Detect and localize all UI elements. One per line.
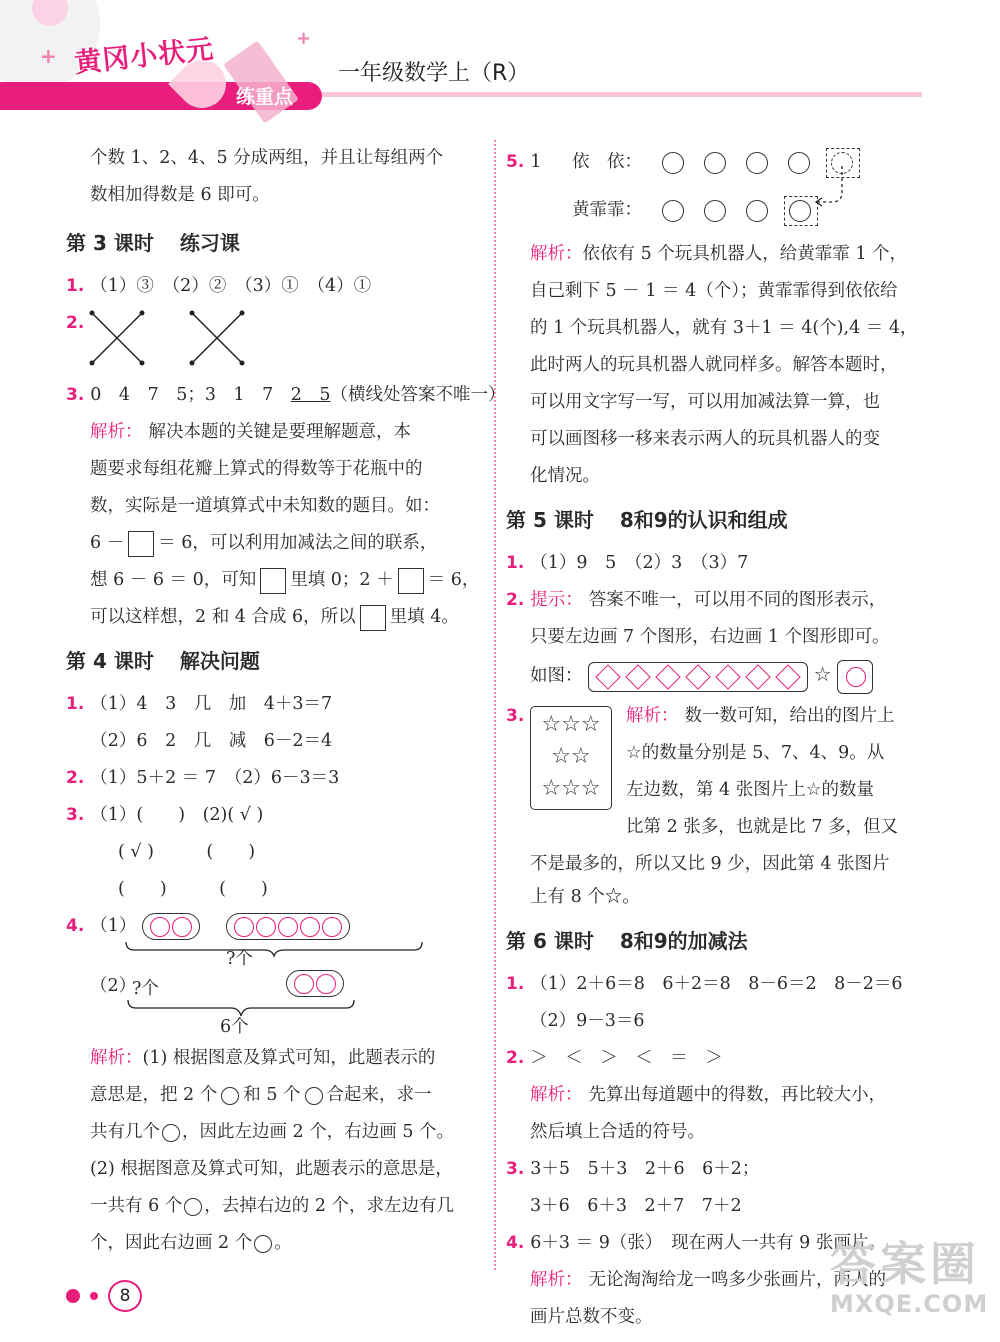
answer-line — [66, 871, 484, 908]
analysis-line — [506, 1077, 926, 1114]
part-label: （2） — [90, 976, 137, 996]
star-icon: ☆ — [813, 662, 832, 686]
analysis-line — [66, 1188, 484, 1225]
circle-icon — [662, 200, 684, 222]
analysis-line: 可以画图移一移来表示两人的玩具机器人的变 — [530, 429, 880, 449]
analysis-line: 题要求每组花瓣上算式的得数等于花瓶中的 — [90, 459, 423, 479]
section-heading — [506, 495, 926, 545]
analysis-text: 。 — [274, 1233, 292, 1253]
brace-label: ?个 — [226, 949, 253, 969]
analysis-text: 合起来，求一 — [326, 1085, 432, 1105]
question-number: 1. — [66, 276, 85, 296]
diamond-icon — [745, 664, 770, 689]
lesson-topic: 解决问题 — [179, 649, 260, 673]
answer-line — [66, 686, 484, 723]
circle-group — [286, 970, 344, 997]
analysis-text: 数一数可知，给出的图片上 — [684, 706, 895, 726]
circle-icon — [150, 917, 170, 937]
diamond-icon — [595, 664, 620, 689]
answer-text: （1）2＋6＝8 6＋2＝8 8－6＝2 8－2＝6 — [530, 974, 903, 994]
circle-icon — [172, 917, 192, 937]
blank-box — [128, 531, 154, 557]
watermark-url: MXQE.COM — [830, 1290, 989, 1318]
brace-icon — [124, 940, 424, 958]
analysis-text: 6 － — [90, 533, 125, 553]
part-label: （1） — [90, 916, 137, 936]
analysis-line: 化情况。 — [530, 466, 600, 486]
analysis-text: 可以这样想，2 和 4 合成 6，所以 — [90, 607, 356, 627]
circle-icon — [234, 917, 254, 937]
analysis-line: 比第 2 张多，也就是比 7 多，但又 — [626, 817, 899, 837]
question-number: 3. — [506, 706, 525, 726]
figure-line — [506, 656, 926, 698]
move-arrow-icon — [806, 162, 856, 212]
analysis-text: 一共有 6 个 — [90, 1196, 183, 1216]
analysis-line — [626, 698, 926, 735]
question-number: 4. — [506, 1233, 525, 1253]
analysis-text: 想 6 － 6 ＝ 0，可知 — [90, 570, 257, 590]
right-column — [506, 140, 926, 1336]
figure-line — [506, 140, 926, 188]
page-header — [0, 0, 1000, 130]
analysis-line: 数，实际是一道填算式中未知数的题目。如： — [90, 496, 440, 516]
analysis-line: 此时两人的玩具机器人就同样多。解答本题时， — [530, 355, 898, 375]
analysis-text: ＝ 6，可以利用加减法之间的联系， — [158, 533, 438, 553]
hint-label: 提示： — [530, 590, 583, 610]
brand-subtitle: 练重点 — [236, 86, 294, 108]
intro-line: 数相加得数是 6 即可。 — [90, 185, 270, 205]
answer-line: （2）9－3＝6 — [530, 1011, 645, 1031]
section-heading — [506, 916, 926, 966]
analysis-text: 的数量 — [821, 780, 874, 800]
lesson-number: 第 3 课时 — [66, 231, 154, 255]
header-line — [322, 92, 922, 97]
answer-line — [506, 1151, 926, 1188]
answer-line — [66, 723, 484, 760]
analysis-text: 和 5 个 — [243, 1085, 301, 1105]
analysis-text: 无论淘淘给龙一鸣多少张画片，两人的 — [588, 1270, 886, 1290]
column-divider — [494, 140, 496, 1270]
watermark-text: 答案圈 — [830, 1237, 980, 1291]
analysis-line: 自己剩下 5 － 1 ＝ 4（个）；黄霏霏得到依依给 — [530, 281, 898, 301]
answer-line — [66, 760, 484, 797]
question-number: 1. — [506, 553, 525, 573]
analysis-line — [66, 525, 484, 562]
circle-icon — [162, 1124, 180, 1142]
analysis-text: 里填 0；2 ＋ — [290, 570, 394, 590]
question-number: 3. — [506, 1159, 525, 1179]
analysis-line: 可以用文字写一写，可以用加减法算一算，也 — [530, 392, 880, 412]
cross-lines-figure — [88, 307, 258, 369]
star-card — [530, 706, 612, 810]
person-label: 黄霏霏： — [572, 200, 642, 220]
analysis-line — [626, 772, 926, 809]
circle-icon — [221, 1087, 239, 1105]
blank-box — [398, 568, 424, 594]
analysis-line: 不是最多的，所以又比 9 少，因此第 4 张图片 — [530, 854, 890, 874]
answer-line — [66, 377, 506, 414]
answer-text: （2）6 2 几 减 6－2＝4 — [90, 731, 333, 751]
analysis-label: 解析： — [90, 1048, 143, 1068]
answer-line — [66, 834, 484, 871]
brace-label: 6个 — [220, 1017, 249, 1037]
question-number: 1. — [66, 694, 85, 714]
intro-line: 个数 1、2、4、5 分成两组，并且让每组两个 — [90, 148, 444, 168]
circle-row — [652, 188, 818, 232]
person-label: 依 依： — [572, 152, 642, 172]
question-number: 3. — [66, 385, 85, 405]
circle-icon — [704, 152, 726, 174]
circle-icon — [254, 1235, 272, 1253]
analysis-text: ，去掉右边的 2 个，求左边有几 — [204, 1196, 455, 1216]
question-number: 2. — [66, 313, 85, 333]
page-number-value: 8 — [108, 1280, 142, 1312]
answer-text: （1）5＋2 ＝ 7 （2）6－3＝3 — [90, 768, 340, 788]
diamond-icon — [655, 664, 680, 689]
analysis-line — [66, 1077, 484, 1114]
star-icon: ☆ — [626, 743, 642, 763]
analysis-text: 左边数，第 4 张图片上 — [626, 780, 806, 800]
section-heading — [66, 636, 484, 686]
lesson-topic: 练习课 — [179, 231, 240, 255]
answer-text: （1）③ （2）② （3）① （4）① — [90, 276, 372, 296]
decor-plus: + — [296, 28, 312, 49]
question-number: 2. — [66, 768, 85, 788]
figure-line — [66, 968, 484, 1040]
answer-line — [506, 545, 926, 582]
analysis-text: 里填 4。 — [389, 607, 459, 627]
circle-icon — [305, 1087, 323, 1105]
analysis-line — [66, 1225, 484, 1262]
answer-line — [506, 1040, 926, 1077]
circle-icon — [316, 974, 336, 994]
answer-note: （横线处答案不唯一） — [330, 385, 506, 405]
star-icon: ☆ — [805, 780, 822, 800]
brace-label: ?个 — [132, 979, 159, 999]
section-heading — [66, 218, 484, 268]
circle-icon — [662, 152, 684, 174]
answer-line — [506, 582, 926, 619]
circle-icon — [704, 200, 726, 222]
analysis-line: (2) 根据图意及算式可知，此题表示的意思是， — [90, 1159, 453, 1179]
analysis-line — [66, 1040, 484, 1077]
analysis-line: 画片总数不变。 — [530, 1307, 653, 1327]
question-number: 5. — [506, 152, 525, 172]
analysis-line — [66, 562, 484, 599]
analysis-text: 先算出每道题中的得数，再比较大小， — [588, 1085, 886, 1105]
answer-line — [506, 966, 926, 1003]
figure-label: 如图： — [530, 666, 583, 686]
circle-icon — [322, 917, 342, 937]
analysis-text: ＝ 6， — [427, 570, 480, 590]
circle-group — [226, 913, 350, 940]
brand-name: 黄冈小状元 — [73, 33, 216, 80]
decor-dot — [66, 1289, 80, 1303]
figure-line — [66, 908, 484, 968]
answer-text: ＞ ＜ ＞ ＜ ＝ ＞ — [530, 1048, 723, 1068]
watermark — [830, 1228, 990, 1338]
star-row: ☆☆☆ — [541, 776, 601, 801]
circle-box — [837, 660, 873, 694]
diamond-icon — [625, 664, 650, 689]
analysis-line — [506, 236, 926, 273]
answer-line — [66, 797, 484, 834]
circle-icon — [746, 152, 768, 174]
circle-icon — [846, 667, 866, 687]
analysis-line: 的 1 个玩具机器人，就有 3＋1 ＝ 4(个),4 ＝ 4， — [530, 318, 918, 338]
circle-icon — [746, 200, 768, 222]
analysis-label: 解析： — [626, 706, 679, 726]
circle-icon — [184, 1198, 202, 1216]
analysis-label: 解析： — [530, 1085, 583, 1105]
answer-text: 3＋5 5＋3 2＋6 6＋2； — [530, 1159, 760, 1179]
diamond-icon — [685, 664, 710, 689]
lesson-topic: 8和9的加减法 — [619, 929, 748, 953]
analysis-line — [66, 414, 484, 451]
lesson-number: 第 6 课时 — [506, 929, 594, 953]
question-number: 4. — [66, 916, 85, 936]
left-column — [66, 140, 506, 1262]
analysis-text: 解决本题的关键是要理解题意，本 — [148, 422, 411, 442]
analysis-label: 解析： — [530, 1270, 583, 1290]
hint-line: 只要左边画 7 个图形，右边画 1 个图形即可。 — [530, 627, 890, 647]
answer-line — [66, 305, 484, 377]
answer-text: 1 — [530, 152, 542, 172]
analysis-line — [626, 735, 926, 772]
answer-line — [66, 268, 484, 305]
answer-text: 0 4 7 5；3 1 7 — [90, 385, 291, 405]
figure-line — [506, 188, 926, 236]
answer-text: （1）4 3 几 加 4＋3＝7 — [90, 694, 333, 714]
answer-line: 3＋6 6＋3 2＋7 7＋2 — [530, 1196, 742, 1216]
brace-icon — [126, 998, 356, 1018]
question-number: 2. — [506, 590, 525, 610]
analysis-text: 的数量分别是 5、7、4、9。从 — [641, 743, 885, 763]
analysis-line: 上有 8 个☆。 — [530, 887, 640, 907]
decor-plus: + — [40, 44, 57, 68]
analysis-text: 共有几个 — [90, 1122, 160, 1142]
answer-text: （1）9 5 （2）3 （3）7 — [530, 553, 749, 573]
diamond-icon — [775, 664, 800, 689]
analysis-text: 个，因此右边画 2 个 — [90, 1233, 253, 1253]
answer-underlined: 2 5 — [290, 385, 331, 405]
hint-text: 答案不唯一，可以用不同的图形表示， — [588, 590, 887, 610]
lesson-number: 第 5 课时 — [506, 508, 594, 532]
circle-group — [142, 913, 200, 940]
answer-text: ( ) ( ) — [118, 879, 268, 899]
diamond-group — [588, 662, 808, 692]
analysis-line: 然后填上合适的符号。 — [530, 1122, 705, 1142]
answer-text: ( √ ) ( ) — [118, 842, 256, 862]
analysis-text: (1) 根据图意及算式可知，此题表示的 — [142, 1048, 436, 1068]
analysis-text: 意思是，把 2 个 — [90, 1085, 218, 1105]
book-title: 一年级数学上（R） — [338, 61, 530, 86]
question-number: 2. — [506, 1048, 525, 1068]
question-number: 1. — [506, 974, 525, 994]
circle-icon — [294, 974, 314, 994]
star-row: ☆☆☆ — [541, 712, 601, 737]
star-row: ☆☆ — [551, 744, 591, 769]
diamond-icon — [715, 664, 740, 689]
lesson-topic: 8和9的认识和组成 — [619, 508, 788, 532]
lesson-number: 第 4 课时 — [66, 649, 154, 673]
answer-text: 6＋3 ＝ 9（张） 现在两人一共有 9 张画片。 — [530, 1233, 886, 1253]
analysis-text: 依依有 5 个玩具机器人，给黄霏霏 1 个， — [582, 244, 908, 264]
decor-dot — [90, 1292, 98, 1300]
analysis-label: 解析： — [90, 422, 143, 442]
answer-text: （1）( ) (2)( √ ) — [90, 805, 264, 825]
circle-icon — [300, 917, 320, 937]
analysis-label: 解析： — [530, 244, 583, 264]
analysis-line — [66, 1114, 484, 1151]
circle-icon — [256, 917, 276, 937]
analysis-text: ，因此左边画 2 个，右边画 5 个。 — [182, 1122, 455, 1142]
q3-block — [506, 698, 926, 883]
circle-icon — [278, 917, 298, 937]
question-number: 3. — [66, 805, 85, 825]
analysis-line — [66, 599, 484, 636]
blank-box — [260, 568, 286, 594]
blank-box — [360, 605, 386, 631]
